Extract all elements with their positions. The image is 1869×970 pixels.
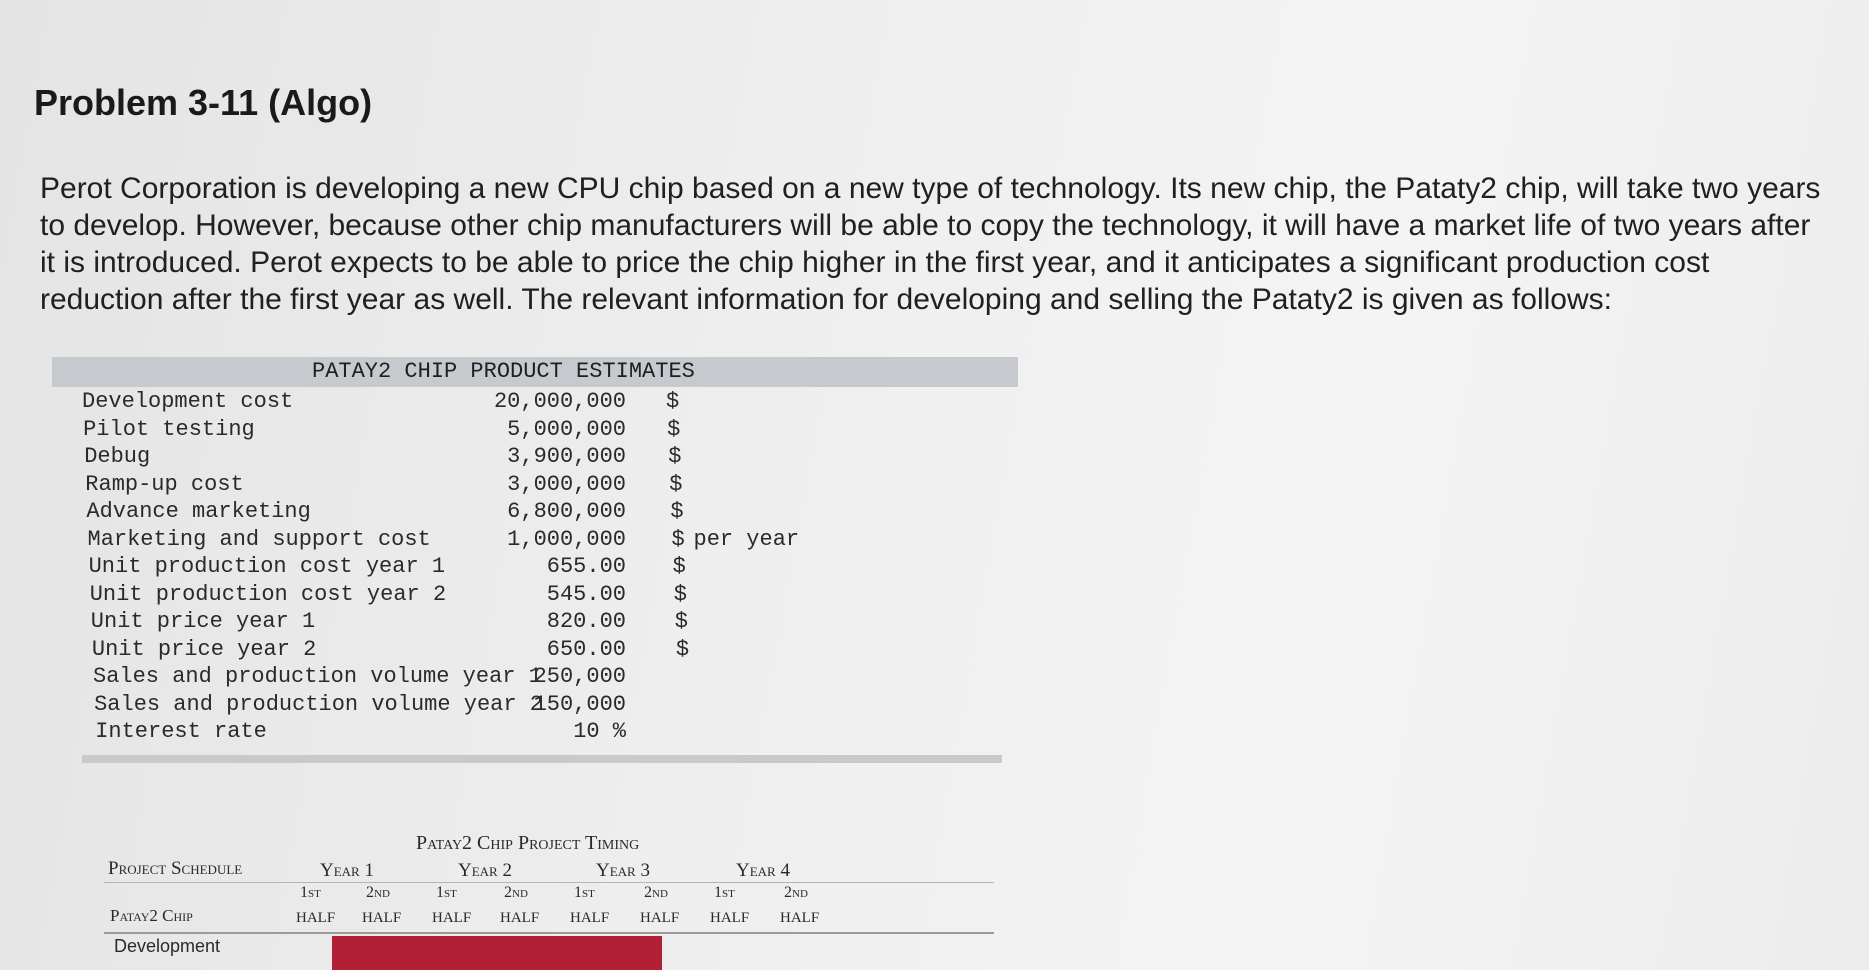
half-label: HALF: [570, 910, 610, 926]
estimate-label: Pilot testing: [83, 416, 255, 442]
half-header: 2nd: [504, 884, 528, 901]
estimate-label: Debug: [84, 444, 151, 469]
estimate-row: [53, 415, 1018, 443]
project-schedule-label: Project Schedule: [108, 858, 243, 879]
header-rule: [104, 882, 994, 883]
dollar-sign: $: [669, 471, 683, 497]
estimate-label: Sales and production volume year 2: [94, 691, 543, 717]
intro-line: reduction after the first year as well. The relevant information for developing and selling the Pataty2 is given as follows:: [40, 283, 1612, 316]
half-header: 1st: [436, 884, 457, 901]
estimate-label: Unit price year 2: [91, 636, 317, 662]
estimate-label: Sales and production volume year 1: [93, 664, 542, 689]
estimate-label: Unit production cost year 2: [89, 581, 447, 607]
year-header: Year 4: [736, 860, 790, 881]
half-header: 1st: [714, 884, 735, 901]
estimates-bottom-rule: [82, 755, 1002, 763]
estimate-value: 545.00: [546, 581, 626, 607]
dollar-sign: $: [668, 444, 682, 469]
development-bar: [332, 936, 662, 970]
half-header: 2nd: [644, 884, 668, 901]
half-label: HALF: [432, 910, 472, 926]
estimate-value: 6,800,000: [507, 499, 626, 524]
problem-title: Problem 3-11 (Algo): [34, 82, 373, 123]
year-header: Year 2: [458, 860, 512, 881]
product-estimates-table: [52, 357, 1018, 763]
estimate-value: 20,000,000: [493, 389, 626, 414]
estimate-label: Marketing and support cost: [87, 526, 431, 552]
intro-line: Perot Corporation is developing a new CPU chip based on a new type of technology. Its new chip, the Pataty2 chip, will take two years: [40, 172, 1821, 205]
estimate-row: [55, 470, 1018, 498]
estimate-row: [58, 525, 1019, 553]
estimates-rows: [52, 387, 1018, 745]
dollar-sign: $: [675, 636, 690, 662]
estimate-label: Development cost: [82, 389, 294, 414]
estimate-row: [62, 635, 1018, 663]
year-header: Year 3: [596, 860, 650, 881]
estimate-value: 3,000,000: [507, 471, 626, 497]
estimate-value: 10 %: [573, 719, 626, 744]
estimate-row: [63, 662, 1018, 690]
estimate-label: Unit price year 1: [90, 609, 316, 634]
dollar-sign: $: [671, 526, 685, 552]
year-header: Year 1: [320, 860, 374, 881]
half-label: HALF: [500, 910, 540, 926]
half-label: HALF: [640, 910, 680, 926]
estimate-value: 5,000,000: [507, 416, 626, 442]
problem-statement: [40, 170, 1860, 318]
half-header: 1st: [300, 884, 321, 901]
estimate-label: Ramp-up cost: [85, 471, 244, 497]
dollar-sign: $: [673, 581, 687, 607]
estimate-row: [60, 580, 1018, 608]
dollar-sign: $: [672, 554, 686, 579]
chip-label: Patay2 Chip: [110, 906, 193, 925]
estimate-value: 150,000: [533, 691, 626, 717]
half-label: HALF: [296, 910, 336, 926]
intro-line: it is introduced. Perot expects to be able to price the chip higher in the first year, and it anticipates a significant production cost: [40, 246, 1710, 279]
estimate-label: Unit production cost year 1: [88, 554, 446, 579]
dollar-sign: $: [667, 416, 681, 442]
dollar-sign: $: [670, 499, 684, 524]
estimate-row: [65, 717, 1018, 745]
estimate-label: Interest rate: [95, 719, 267, 744]
half-header: 2nd: [784, 884, 808, 901]
half-header: 2nd: [366, 884, 390, 901]
estimate-value: 1,000,000: [507, 526, 626, 552]
estimate-row: [52, 387, 1018, 415]
estimate-row: [61, 607, 1018, 635]
half-label: HALF: [710, 910, 750, 926]
estimates-header: PATAY2 CHIP PRODUCT ESTIMATES: [52, 357, 1018, 387]
half-label: HALF: [780, 910, 820, 926]
estimate-value: 250,000: [533, 664, 626, 689]
estimate-value: 655.00: [546, 554, 626, 579]
header-rule-bottom: [104, 932, 994, 934]
estimate-row: [64, 690, 1018, 718]
estimate-row: [59, 552, 1018, 580]
intro-line: to develop. However, because other chip manufacturers will be able to copy the technology, it will have a market life of two years after: [40, 209, 1811, 242]
dollar-sign: $: [674, 609, 688, 634]
estimate-value: 650.00: [546, 636, 626, 662]
dollar-sign: $: [666, 389, 680, 414]
half-header: 1st: [574, 884, 595, 901]
development-label: Development: [114, 936, 221, 956]
estimate-row: [54, 442, 1018, 470]
estimate-value: 3,900,000: [507, 444, 626, 469]
project-timing-table: [100, 820, 1000, 970]
estimate-value: 820.00: [546, 609, 626, 634]
estimate-suffix: per year: [693, 526, 800, 552]
estimate-row: [56, 497, 1018, 525]
half-label: HALF: [362, 910, 402, 926]
timing-title: Patay2 Chip Project Timing: [416, 832, 640, 854]
estimate-label: Advance marketing: [86, 499, 311, 524]
